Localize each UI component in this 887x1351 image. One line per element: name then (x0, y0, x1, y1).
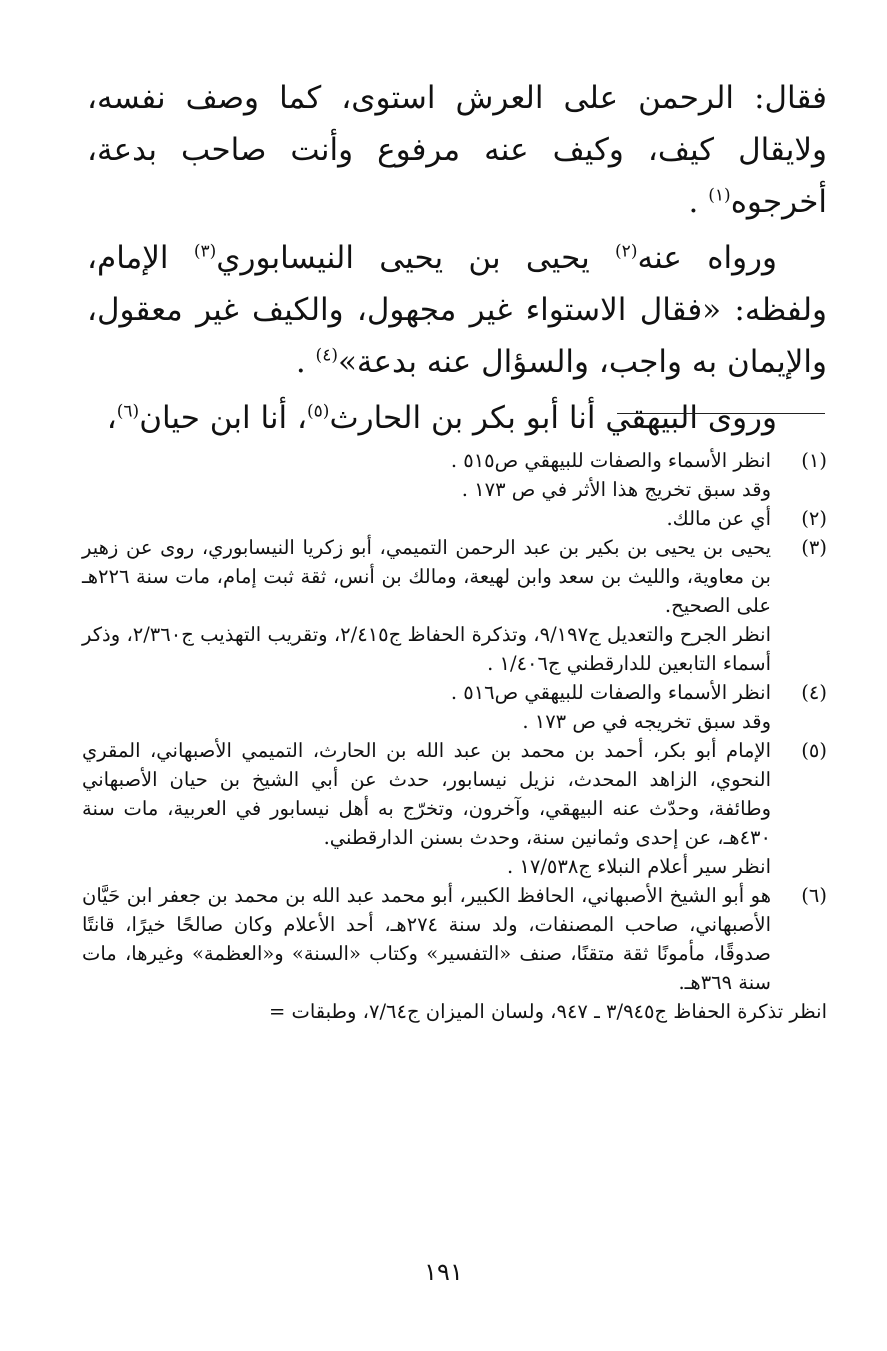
footnote-line: انظر الأسماء والصفات للبيهقي ص٥١٥ . (450, 449, 771, 472)
footnote-line: انظر الأسماء والصفات للبيهقي ص٥١٦ . (450, 681, 771, 704)
footnote-number: (٦) (801, 884, 827, 907)
footnote-1 (82, 446, 827, 504)
footnote-number: (٤) (801, 681, 827, 704)
main-text-segment: ورواه عنه (637, 240, 777, 276)
footnote-body (82, 881, 771, 997)
main-paragraph-2 (87, 232, 827, 388)
main-text (87, 72, 827, 448)
footnote-continuation: انظر تذكرة الحفاظ ج٣/٩٤٥ ـ ٩٤٧، ولسان الميزان ج٧/٦٤، وطبقات = (268, 1000, 827, 1023)
main-text-segment: الإمام، ولفظه: «فقال الاستواء غير مجهول، والكيف غير معقول، والإيمان به واجب، والسؤال عنه بدعة» (87, 240, 827, 380)
footnote-number: (١) (801, 449, 827, 472)
main-text-segment: . (688, 184, 709, 220)
main-paragraph-1 (87, 72, 827, 228)
footnote-line: وقد سبق تخريج هذا الأثر في ص ١٧٣ . (461, 478, 771, 501)
footnote-ref-6[interactable]: (٦) (116, 401, 140, 422)
footnote-body (82, 446, 771, 504)
footnote-ref-2[interactable]: (٢) (615, 241, 638, 262)
footnotes (82, 446, 827, 1026)
footnote-body (82, 533, 771, 678)
footnote-line: وقد سبق تخريجه في ص ١٧٣ . (522, 710, 771, 733)
footnote-body (82, 736, 771, 881)
main-text-segment: وروى البيهقي أنا أبو بكر بن الحارث (329, 400, 777, 436)
footnote-3 (82, 533, 827, 678)
footnote-line: هو أبو الشيخ الأصبهاني، الحافظ الكبير، أبو محمد عبد الله بن محمد بن جعفر ابن حَيَّان الأصبهاني، صاحب المصنفات، ولد سنة ٢٧٤هـ، أحد الأعلام وكان صالحًا خيرًا، قانتًا صدوقًا، مأمونًا ثقة متقنًا، صنف «التفسير» وكتاب «السنة» و«العظمة» وغيرها، مات سنة ٣٦٩هـ. (82, 884, 771, 994)
footnote-separator (617, 413, 825, 414)
footnote-ref-1[interactable]: (١) (708, 185, 731, 206)
main-paragraph-3 (87, 392, 827, 444)
footnote-line: الإمام أبو بكر، أحمد بن محمد بن عبد الله بن الحارث، التميمي الأصبهاني، المقري النحوي، الزاهد المحدث، نزيل نيسابور، حدث عن أبي الشيخ بن حيان الأصبهاني وطائفة، وحدّث عنه البيهقي، وآخرون، وتخرّج به أهل نيسابور في العربية، مات سنة ٤٣٠هـ، عن إحدى وثمانين سنة، وحدث بسنن الدارقطني. (82, 739, 771, 849)
footnote-line: انظر سير أعلام النبلاء ج١٧/٥٣٨ . (506, 855, 771, 878)
footnote-ref-4[interactable]: (٤) (315, 345, 338, 366)
footnote-number: (٥) (801, 739, 827, 762)
page-number: ١٩١ (424, 1258, 463, 1286)
footnote-ref-5[interactable]: (٥) (307, 401, 330, 422)
footnote-ref-3[interactable]: (٣) (193, 241, 217, 262)
footnote-body (82, 504, 771, 533)
footnote-line: انظر الجرح والتعديل ج٩/١٩٧، وتذكرة الحفاظ ج٢/٤١٥، وتقريب التهذيب ج٢/٣٦٠، وذكر أسماء التابعين للدارقطني ج١/٤٠٦ . (82, 623, 772, 675)
main-text-segment: ، أنا ابن حيان (139, 400, 308, 436)
footnote-line: أي عن مالك. (666, 507, 771, 530)
main-text-segment: ، (106, 400, 117, 436)
footnote-number: (٢) (801, 507, 827, 530)
main-text-segment: . (295, 344, 316, 380)
main-text-segment: يحيى بن يحيى النيسابوري (216, 240, 616, 276)
footnote-body (82, 678, 771, 736)
footnote-number: (٣) (801, 536, 827, 559)
footnote-line: يحيى بن يحيى بن بكير بن عبد الرحمن التميمي، أبو زكريا النيسابوري، روى عن زهير بن معاوية، والليث بن سعد وابن لهيعة، ومالك بن أنس، ثقة ثبت إمام، مات سنة ٢٢٦هـ على الصحيح. (82, 536, 771, 617)
footnote-5 (82, 736, 827, 881)
main-text-segment: فقال: الرحمن على العرش استوى، كما وصف نفسه، ولايقال كيف، وكيف عنه مرفوع وأنت صاحب بدعة، أخرجوه (87, 80, 827, 220)
footnote-6 (82, 881, 827, 997)
footnote-2 (82, 504, 827, 533)
footnote-4 (82, 678, 827, 736)
